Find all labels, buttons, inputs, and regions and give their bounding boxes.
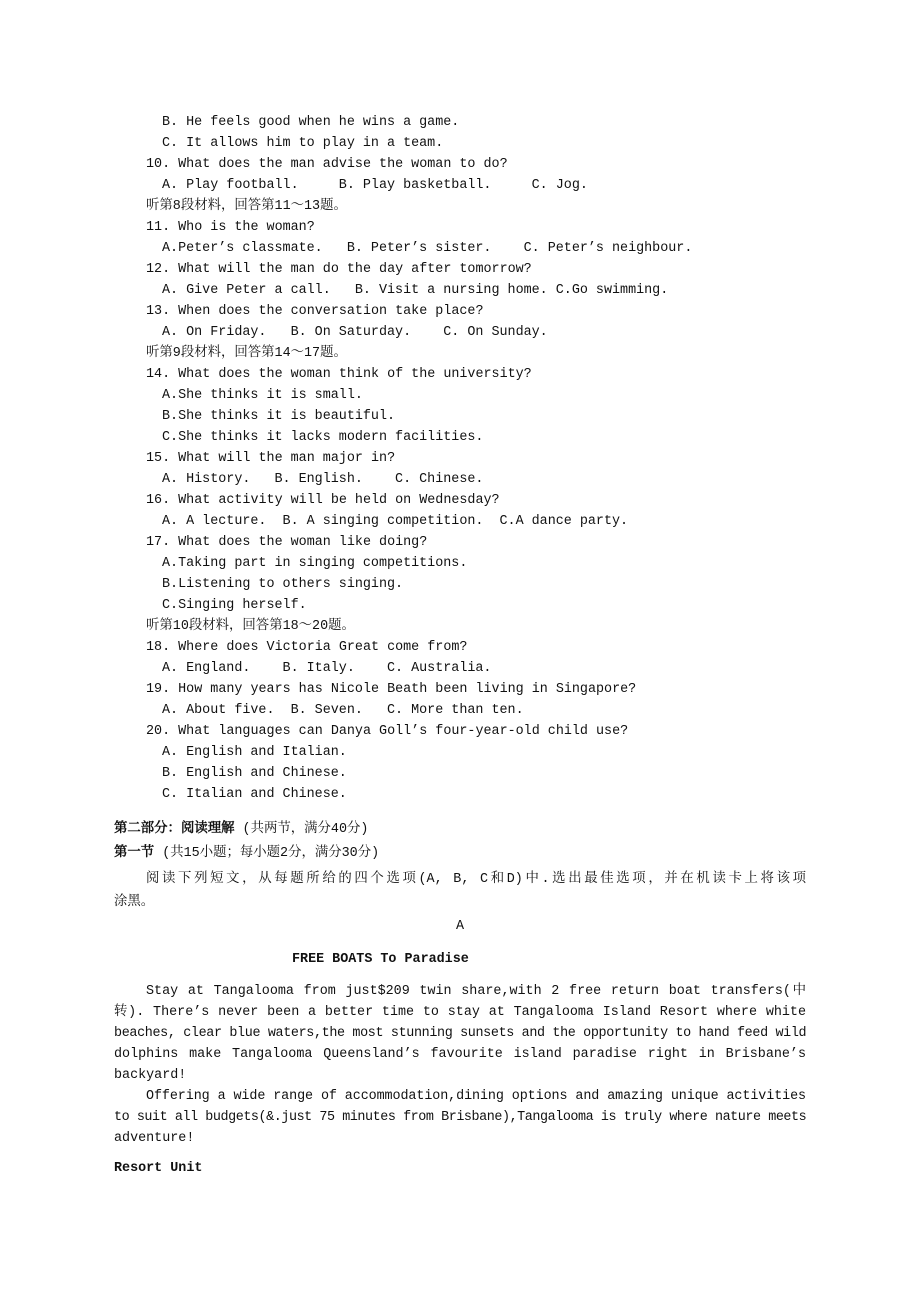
section1-score: (共15小题；每小题2分，满分30分): [154, 846, 380, 861]
instruction-line-1: 阅读下列短文，从每题所给的四个选项(A, B, C和D)中.选出最佳选项，并在机读卡上将该项: [146, 872, 806, 887]
subheading-resort-unit: Resort Unit: [114, 1161, 203, 1176]
question: 18. Where does Victoria Great come from?: [146, 640, 468, 655]
part2-score: (共两节，满分40分): [234, 822, 369, 837]
answer-option: A.Peter’s classmate. B. Peter’s sister. C. Peter’s neighbour.: [162, 241, 693, 256]
answer-option: A.She thinks it is small.: [162, 388, 363, 403]
answer-option: C.Singing herself.: [162, 598, 307, 613]
answer-option: B. English and Chinese.: [162, 766, 347, 781]
part2-title: 第二部分：阅读理解: [114, 822, 235, 837]
question: 16. What activity will be held on Wednesday?: [146, 493, 500, 508]
answer-option: A.Taking part in singing competitions.: [162, 556, 468, 571]
answer-option: C. Italian and Chinese.: [162, 787, 347, 802]
question: 19. How many years has Nicole Beath been living in Singapore?: [146, 682, 637, 697]
answer-option: B.Listening to others singing.: [162, 577, 404, 592]
question: 13. When does the conversation take place?: [146, 304, 484, 319]
answer-option: A. About five. B. Seven. C. More than ten.: [162, 703, 524, 718]
question: 11. Who is the woman?: [146, 220, 315, 235]
answer-option: A. England. B. Italy. C. Australia.: [162, 661, 492, 676]
paragraph-line: backyard!: [114, 1068, 187, 1083]
question: 15. What will the man major in?: [146, 451, 396, 466]
section1-title: 第一节: [114, 846, 155, 861]
question: 14. What does the woman think of the university?: [146, 367, 532, 382]
question: 12. What will the man do the day after tomorrow?: [146, 262, 532, 277]
answer-option: C.She thinks it lacks modern facilities.: [162, 430, 484, 445]
answer-option: A. English and Italian.: [162, 745, 347, 760]
paragraph-line: 转). There’s never been a better time to stay at Tangalooma Island Resort where white: [114, 1005, 806, 1020]
part2-heading: [114, 819, 806, 840]
question: 17. What does the woman like doing?: [146, 535, 428, 550]
section1-heading: [114, 843, 806, 864]
paragraph-line: Stay at Tangalooma from just$209 twin share,with 2 free return boat transfers(中: [146, 984, 806, 999]
paragraph-line: adventure!: [114, 1131, 195, 1146]
section-instruction: 听第10段材料，回答第18～20题。: [146, 619, 355, 634]
question: 10. What does the man advise the woman to do?: [146, 157, 508, 172]
answer-option: A. A lecture. B. A singing competition. C.A dance party.: [162, 514, 629, 529]
answer-option: A. Give Peter a call. B. Visit a nursing home. C.Go swimming.: [162, 283, 669, 298]
paragraph-line: to suit all budgets(&.just 75 minutes from Brisbane),Tangalooma is truly where nature meets: [114, 1110, 807, 1125]
answer-option: C. It allows him to play in a team.: [162, 136, 444, 151]
answer-option: A. Play football. B. Play basketball. C. Jog.: [162, 178, 588, 193]
passage-letter: A: [455, 919, 465, 934]
instruction-line-2: 涂黑。: [114, 895, 155, 910]
answer-option: B. He feels good when he wins a game.: [162, 115, 460, 130]
answer-option: B.She thinks it is beautiful.: [162, 409, 396, 424]
passage-title: FREE BOATS To Paradise: [292, 952, 469, 967]
section-instruction: 听第9段材料，回答第14～17题。: [146, 346, 347, 361]
answer-option: A. History. B. English. C. Chinese.: [162, 472, 484, 487]
question: 20. What languages can Danya Goll’s four-year-old child use?: [146, 724, 629, 739]
answer-option: A. On Friday. B. On Saturday. C. On Sunday.: [162, 325, 548, 340]
section-instruction: 听第8段材料，回答第11～13题。: [146, 199, 347, 214]
paragraph-line: beaches, clear blue waters,the most stunning sunsets and the opportunity to hand feed wild: [114, 1026, 807, 1041]
paragraph-line: dolphins make Tangalooma Queensland’s favourite island paradise right in Brisbane’s: [114, 1047, 806, 1062]
paragraph-line: Offering a wide range of accommodation,dining options and amazing unique activities: [146, 1089, 806, 1104]
